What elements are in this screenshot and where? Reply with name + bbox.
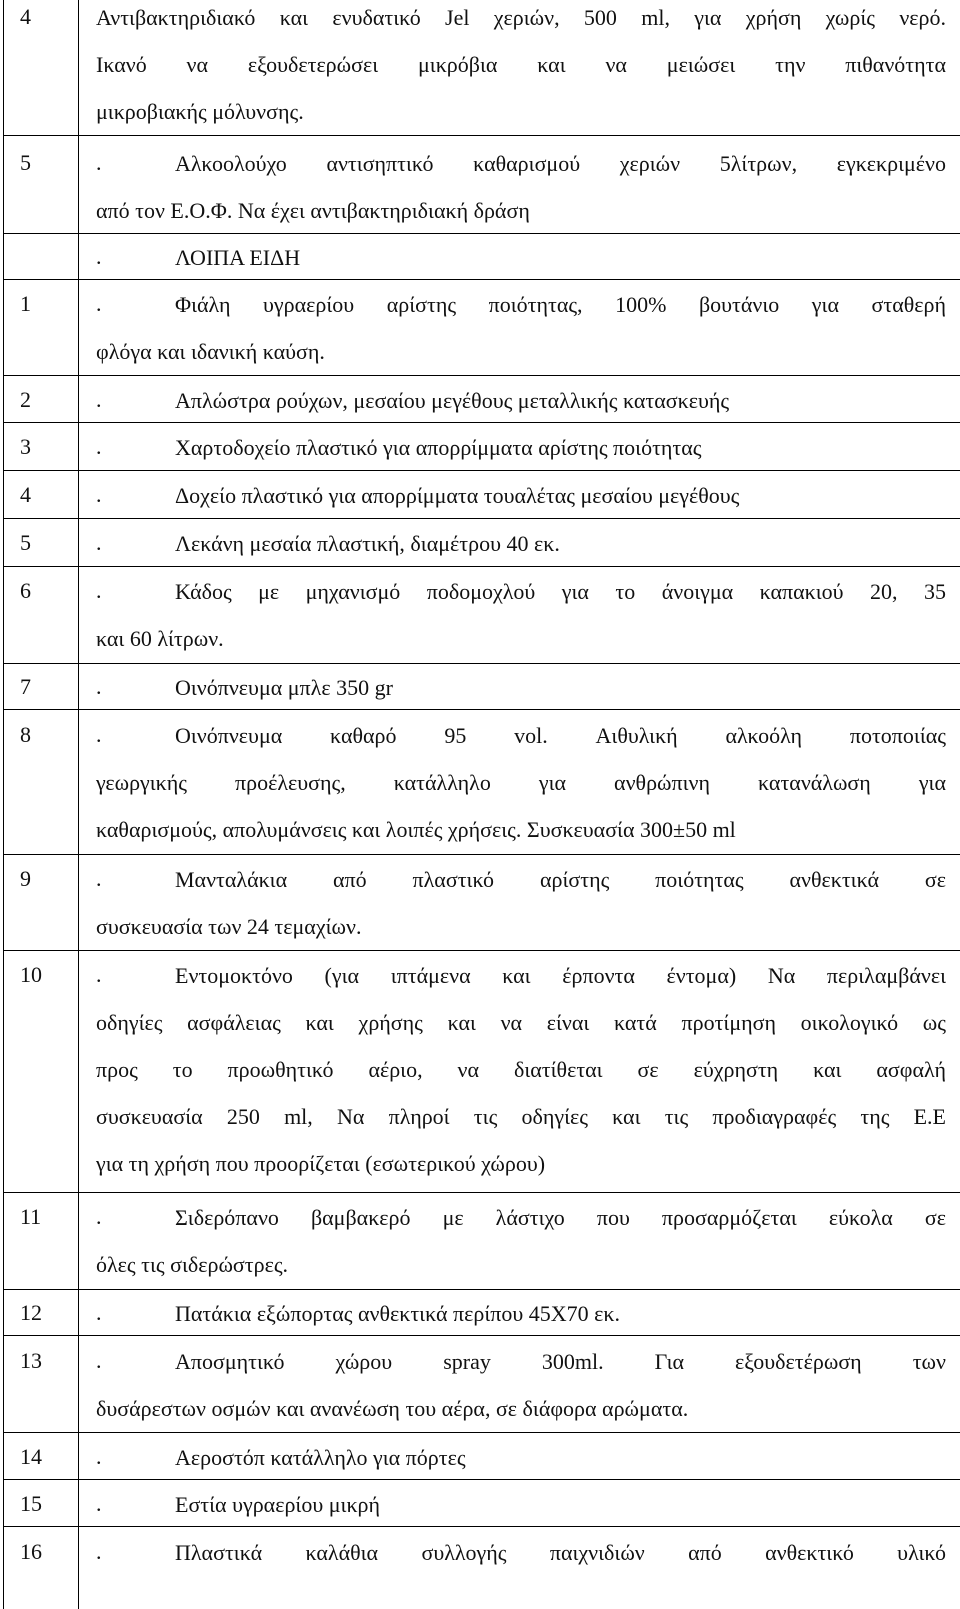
row-description (96, 0, 946, 135)
row-description (96, 1434, 946, 1481)
description-line: Αντιβακτηριδιακό και ενυδατικό Jel χεριών, 500 ml, για χρήση χωρίς νερό. (96, 5, 946, 30)
row-dot: . (96, 482, 102, 507)
row-description (96, 1290, 946, 1337)
row-description (96, 856, 946, 950)
description-line: και 60 λίτρων. (96, 626, 224, 651)
row-description (96, 234, 946, 281)
row-divider (3, 135, 960, 136)
row-dot: . (96, 866, 102, 891)
description-line: Αλκοολούχο αντισηπτικό καθαρισμού χεριών 5λίτρων, εγκεκριμένο (175, 151, 946, 176)
row-description (96, 568, 946, 662)
description-line: δυσάρεστων οσμών και ανανέωση του αέρα, σε διάφορα αρώματα. (96, 1396, 689, 1421)
row-dot: . (96, 578, 102, 603)
description-line: Λεκάνη μεσαία πλαστική, διαμέτρου 40 εκ. (175, 531, 560, 556)
row-dot: . (96, 150, 102, 175)
description-line: γεωργικής προέλευσης, κατάλληλο για ανθρώπινη κατανάλωση για (96, 770, 946, 795)
description-line: όλες τις σιδερώστρες. (96, 1252, 289, 1277)
description-line: από τον Ε.Ο.Φ. Να έχει αντιβακτηριδιακή δράση (96, 198, 530, 223)
row-description (96, 281, 946, 375)
row-dot: . (96, 1491, 102, 1516)
row-divider (3, 854, 960, 855)
row-dot: . (96, 1348, 102, 1373)
row-dot: . (96, 387, 102, 412)
row-divider (3, 1192, 960, 1193)
row-description (96, 1338, 946, 1432)
row-description (96, 1481, 946, 1528)
row-number: 9 (20, 866, 31, 891)
row-description (96, 377, 946, 424)
description-line: για τη χρήση που προορίζεται (εσωτερικού χώρου) (96, 1151, 546, 1176)
description-line: Οινόπνευμα μπλε 350 gr (175, 675, 393, 700)
row-number: 10 (20, 962, 42, 987)
row-dot: . (96, 1539, 102, 1564)
row-description (96, 952, 946, 1187)
description-line: Χαρτοδοχείο πλαστικό για απορρίμματα αρίστης ποιότητας (175, 435, 702, 460)
row-dot: . (96, 722, 102, 747)
row-number: 13 (20, 1348, 42, 1373)
row-number: 16 (20, 1539, 42, 1564)
description-line: Εστία υγραερίου μικρή (175, 1492, 381, 1517)
description-line: συσκευασία 250 ml, Να πληροί τις οδηγίες και τις προδιαγραφές της Ε.Ε (96, 1104, 946, 1129)
row-number: 5 (20, 530, 31, 555)
row-description (96, 664, 946, 711)
row-number: 8 (20, 722, 31, 747)
description-line: Σιδερόπανο βαμβακερό με λάστιχο που προσαρμόζεται εύκολα σε (175, 1205, 946, 1230)
table-border-left (3, 0, 4, 1609)
description-line: Εντομοκτόνο (για ιπτάμενα και έρποντα έντομα) Να περιλαμβάνει (175, 963, 946, 988)
description-line: οδηγίες ασφάλειας και χρήσης και να είναι κατά προτίμηση οικολογικό ως (96, 1010, 946, 1035)
row-number: 4 (20, 4, 31, 29)
row-number: 6 (20, 578, 31, 603)
row-number: 14 (20, 1444, 42, 1469)
description-line: Απλώστρα ρούχων, μεσαίου μεγέθους μεταλλικής κατασκευής (175, 388, 730, 413)
row-dot: . (96, 674, 102, 699)
description-line: Κάδος με μηχανισμό ποδομοχλού για το άνοιγμα καπακιού 20, 35 (175, 579, 946, 604)
table-border-col (78, 0, 79, 1609)
description-line: Μανταλάκια από πλαστικό αρίστης ποιότητας ανθεκτικά σε (175, 867, 946, 892)
row-description (96, 712, 946, 853)
row-description (96, 140, 946, 234)
row-number: 12 (20, 1300, 42, 1325)
description-line: συσκευασία των 24 τεμαχίων. (96, 914, 362, 939)
row-number: 7 (20, 674, 31, 699)
row-dot: . (96, 244, 102, 269)
row-description (96, 424, 946, 471)
row-number: 4 (20, 482, 31, 507)
description-line: φλόγα και ιδανική καύση. (96, 339, 325, 364)
row-number: 1 (20, 291, 31, 316)
row-dot: . (96, 434, 102, 459)
row-dot: . (96, 1204, 102, 1229)
row-description (96, 520, 946, 567)
description-line: προς το προωθητικό αέριο, να διατίθεται σε εύχρηστη και ασφαλή (96, 1057, 946, 1082)
description-line: Πατάκια εξώπορτας ανθεκτικά περίπου 45Χ70 εκ. (175, 1301, 620, 1326)
row-number: 3 (20, 434, 31, 459)
row-dot: . (96, 291, 102, 316)
row-number: 5 (20, 150, 31, 175)
description-line: Αποσμητικό χώρου spray 300ml. Για εξουδετέρωση των (175, 1349, 946, 1374)
description-line: Δοχείο πλαστικό για απορρίμματα τουαλέτας μεσαίου μεγέθους (175, 483, 740, 508)
description-line: Φιάλη υγραερίου αρίστης ποιότητας, 100% βουτάνιο για σταθερή (175, 292, 946, 317)
row-description (96, 1194, 946, 1288)
row-divider (3, 375, 960, 376)
row-description (96, 472, 946, 519)
row-divider (3, 1432, 960, 1433)
description-line: μικροβιακής μόλυνσης. (96, 99, 304, 124)
row-dot: . (96, 1444, 102, 1469)
row-dot: . (96, 962, 102, 987)
row-dot: . (96, 530, 102, 555)
row-divider (3, 950, 960, 951)
row-dot: . (96, 1300, 102, 1325)
description-line: Αεροστόπ κατάλληλο για πόρτες (175, 1445, 466, 1470)
description-line: καθαρισμούς, απολυμάνσεις και λοιπές χρήσεις. Συσκευασία 300±50 ml (96, 817, 736, 842)
row-number: 15 (20, 1491, 42, 1516)
row-number: 2 (20, 387, 31, 412)
description-line: Πλαστικά καλάθια συλλογής παιχνιδιών από ανθεκτικό υλικό (175, 1540, 946, 1565)
row-description (96, 1529, 946, 1576)
row-number: 11 (20, 1204, 42, 1229)
description-line: Ικανό να εξουδετερώσει μικρόβια και να μειώσει την πιθανότητα (96, 52, 946, 77)
section-heading: ΛΟΙΠΑ ΕΙΔΗ (175, 245, 301, 270)
description-line: Οινόπνευμα καθαρό 95 vol. Αιθυλική αλκοόλη ποτοποιίας (175, 723, 946, 748)
